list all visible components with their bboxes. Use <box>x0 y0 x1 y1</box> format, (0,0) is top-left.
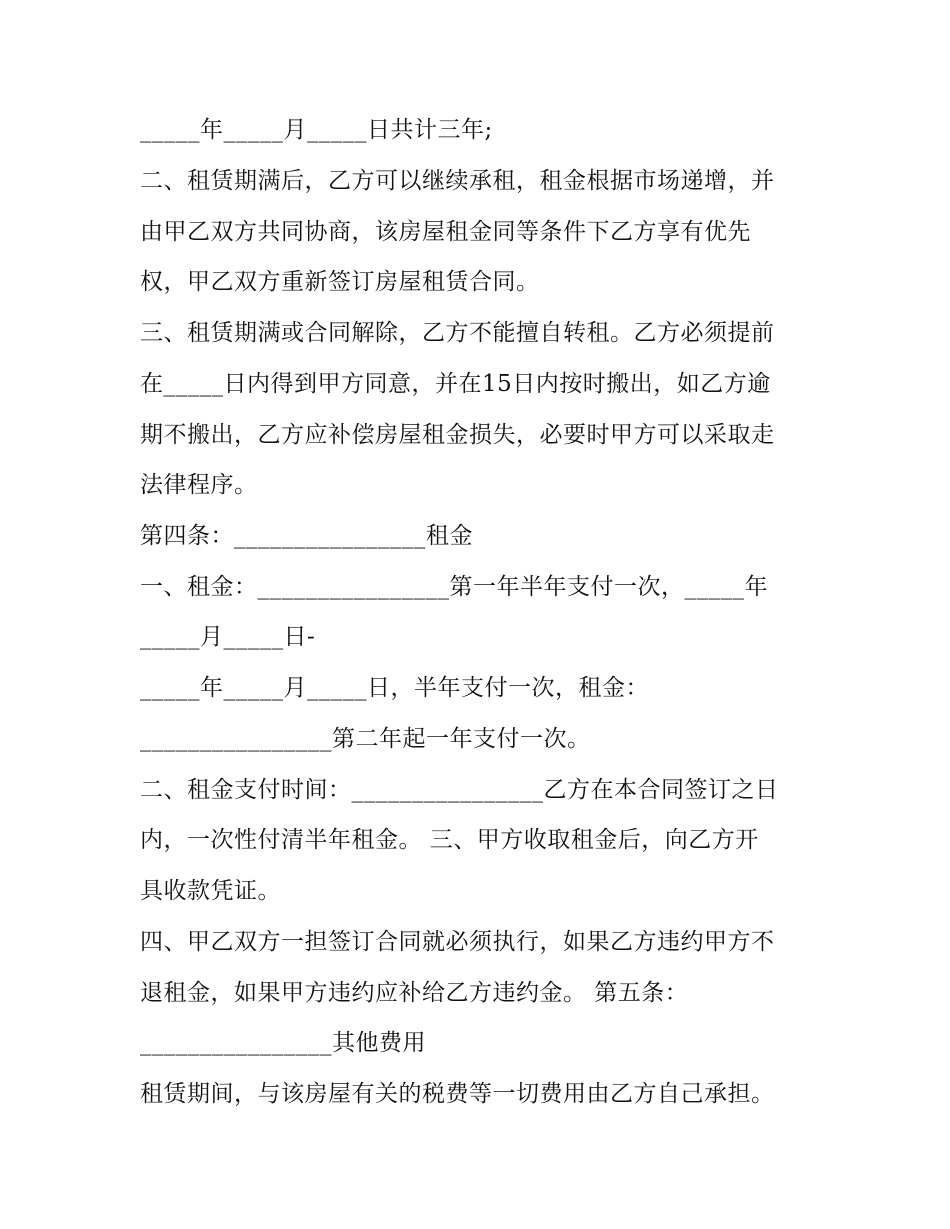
text-line-9: 第四条：________________租金 <box>140 523 473 549</box>
text-line-8: 法律程序。 <box>140 472 258 498</box>
text-line-16: 具收款凭证。 <box>140 878 281 904</box>
text-line-13: ________________第二年起一年支付一次。 <box>140 726 591 752</box>
text-line-17: 四、甲乙双方一担签订合同就必须执行，如果乙方违约甲方不 <box>140 929 775 955</box>
text-line-20: 租赁期间，与该房屋有关的税费等一切费用由乙方自己承担。 <box>140 1081 775 1107</box>
text-line-7: 期不搬出，乙方应补偿房屋租金损失，必要时甲方可以采取走 <box>140 422 775 448</box>
text-line-12: _____年_____月_____日，半年支付一次，租金： <box>140 675 649 701</box>
text-line-2: 二、租赁期满后，乙方可以继续承租，租金根据市场递增，并 <box>140 168 775 194</box>
text-line-6: 在_____日内得到甲方同意，并在15日内按时搬出，如乙方逾 <box>140 371 771 397</box>
text-line-1: _____年_____月_____日共计三年; <box>140 117 493 143</box>
text-line-10: 一、租金：________________第一年半年支付一次，_____年 <box>140 574 768 600</box>
text-line-18: 退租金，如果甲方违约应补给乙方违约金。 第五条： <box>140 980 689 1006</box>
text-line-15: 内，一次性付清半年租金。 三、甲方收取租金后，向乙方开 <box>140 827 759 853</box>
text-line-14: 二、租金支付时间：________________乙方在本合同签订之日 <box>140 777 779 803</box>
text-line-3: 由甲乙双方共同协商，该房屋租金同等条件下乙方享有优先 <box>140 219 751 245</box>
text-line-19: ________________其他费用 <box>140 1030 426 1056</box>
text-line-4: 权，甲乙双方重新签订房屋租赁合同。 <box>140 269 540 295</box>
text-line-11: _____月_____日- <box>140 624 316 650</box>
text-line-5: 三、租赁期满或合同解除，乙方不能擅自转租。乙方必须提前 <box>140 320 775 346</box>
